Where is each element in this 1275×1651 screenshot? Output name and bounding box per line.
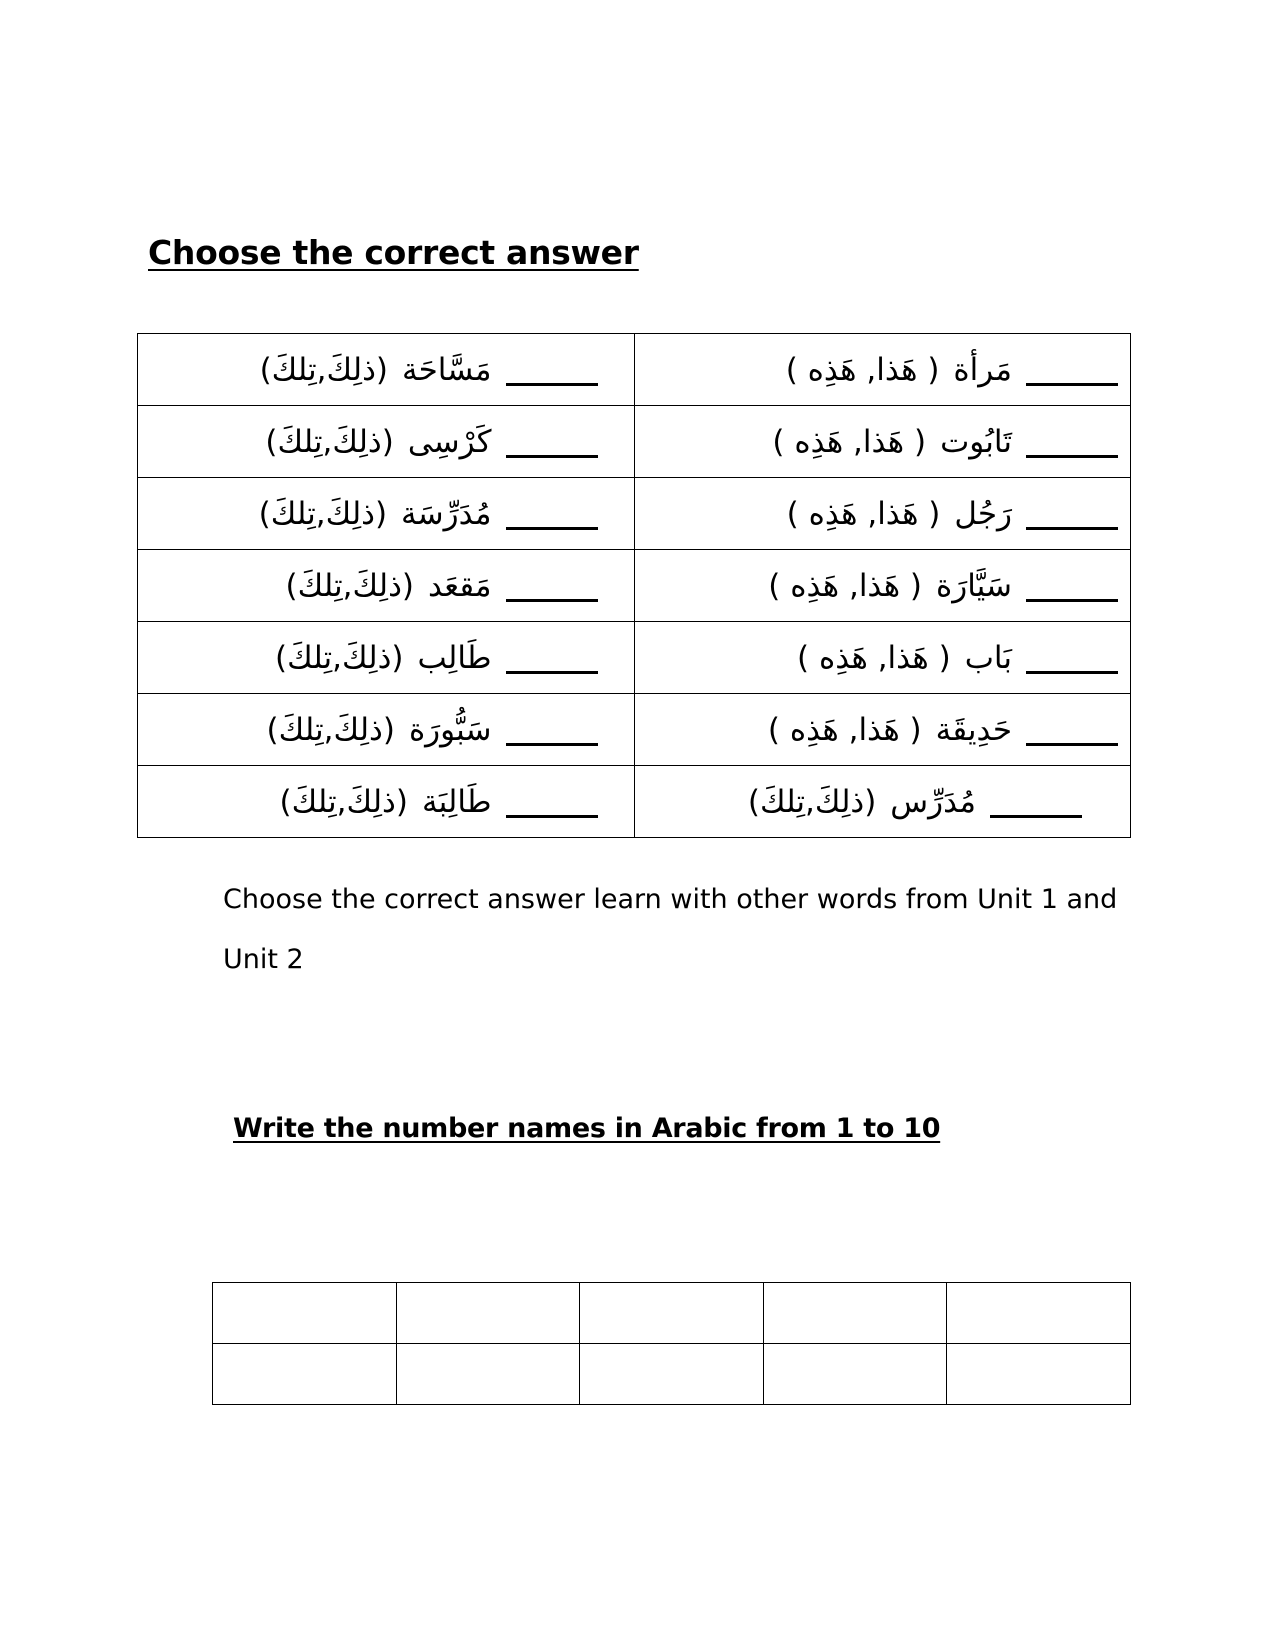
- answer-cell[interactable]: [947, 1283, 1131, 1344]
- question-cell: [634, 622, 1131, 694]
- question-cell: [138, 694, 635, 766]
- choice-table: [137, 333, 1131, 838]
- number-names-grid: [212, 1282, 1131, 1405]
- answer-blank[interactable]: [506, 815, 598, 818]
- answer-options: ( هَذا, هَذِه ): [785, 351, 940, 388]
- question-cell: [634, 766, 1131, 838]
- section-heading-choose: Choose the correct answer: [148, 233, 639, 272]
- question-cell: [634, 334, 1131, 406]
- answer-options: (ذلِكَ,تِلكَ): [275, 639, 404, 676]
- table-row: [213, 1283, 1131, 1344]
- table-row: [138, 550, 1131, 622]
- question-cell: [138, 550, 635, 622]
- question-word: مُدَرِّسَة: [401, 495, 492, 532]
- question-word: مَرأة: [953, 351, 1012, 388]
- question-cell: [138, 766, 635, 838]
- question-word: مُدَرِّس: [890, 783, 976, 820]
- question-cell: [138, 622, 635, 694]
- answer-blank[interactable]: [506, 743, 598, 746]
- table-row: [138, 622, 1131, 694]
- question-cell: [138, 406, 635, 478]
- answer-options: ( هَذا, هَذِه ): [767, 711, 922, 748]
- answer-cell[interactable]: [213, 1283, 397, 1344]
- question-cell: [634, 406, 1131, 478]
- question-word: حَدِيقَة: [935, 711, 1012, 748]
- answer-blank[interactable]: [1026, 455, 1118, 458]
- question-cell: [634, 550, 1131, 622]
- table-row: [138, 406, 1131, 478]
- question-word: طَالِب: [417, 639, 492, 676]
- answer-options: ( هَذا, هَذِه ): [797, 639, 951, 676]
- answer-options: ( هَذا, هَذِه ): [786, 495, 941, 532]
- answer-options: (ذلِكَ,تِلكَ): [266, 711, 395, 748]
- answer-blank[interactable]: [990, 815, 1082, 818]
- answer-blank[interactable]: [506, 455, 598, 458]
- table-row: [138, 694, 1131, 766]
- answer-options: (ذلِكَ,تِلكَ): [279, 783, 408, 820]
- answer-cell[interactable]: [763, 1344, 947, 1405]
- answer-blank[interactable]: [506, 599, 598, 602]
- question-word: سَبُّورَة: [408, 711, 492, 748]
- answer-cell[interactable]: [580, 1283, 764, 1344]
- answer-blank[interactable]: [506, 671, 598, 674]
- question-word: تَابُوت: [940, 423, 1012, 460]
- answer-options: (ذلِكَ,تِلكَ): [265, 423, 394, 460]
- question-cell: [634, 478, 1131, 550]
- question-word: كَرْسِى: [407, 423, 492, 460]
- question-cell: [634, 694, 1131, 766]
- answer-options: ( هَذا, هَذِه ): [768, 567, 922, 604]
- answer-blank[interactable]: [1026, 527, 1118, 530]
- section-heading-numbers: Write the number names in Arabic from 1 to 10: [233, 1113, 941, 1144]
- question-word: مَقعَد: [427, 567, 492, 604]
- question-word: مَسَّاحَة: [402, 351, 492, 388]
- answer-options: (ذلِكَ,تِلكَ): [747, 783, 877, 820]
- answer-cell[interactable]: [580, 1344, 764, 1405]
- question-word: رَجُل: [954, 495, 1012, 532]
- table-row: [138, 478, 1131, 550]
- answer-blank[interactable]: [1026, 671, 1118, 674]
- answer-options: ( هَذا, هَذِه ): [772, 423, 927, 460]
- question-word: سَيَّارَة: [936, 567, 1012, 604]
- answer-blank[interactable]: [1026, 743, 1118, 746]
- instruction-text: Choose the correct answer learn with other words from Unit 1 and Unit 2: [223, 884, 1118, 975]
- answer-options: (ذلِكَ,تِلكَ): [258, 495, 388, 532]
- answer-options: (ذلِكَ,تِلكَ): [259, 351, 388, 388]
- table-row: [138, 766, 1131, 838]
- answer-cell[interactable]: [396, 1344, 580, 1405]
- answer-blank[interactable]: [1026, 599, 1118, 602]
- question-word: طَالِبَة: [421, 783, 492, 820]
- table-row: [138, 334, 1131, 406]
- question-cell: [138, 334, 635, 406]
- answer-cell[interactable]: [763, 1283, 947, 1344]
- answer-blank[interactable]: [506, 527, 598, 530]
- answer-options: (ذلِكَ,تِلكَ): [285, 567, 414, 604]
- question-word: بَاب: [964, 639, 1012, 676]
- answer-cell[interactable]: [213, 1344, 397, 1405]
- answer-blank[interactable]: [506, 383, 598, 386]
- answer-cell[interactable]: [396, 1283, 580, 1344]
- answer-blank[interactable]: [1026, 383, 1118, 386]
- answer-cell[interactable]: [947, 1344, 1131, 1405]
- question-cell: [138, 478, 635, 550]
- table-row: [213, 1344, 1131, 1405]
